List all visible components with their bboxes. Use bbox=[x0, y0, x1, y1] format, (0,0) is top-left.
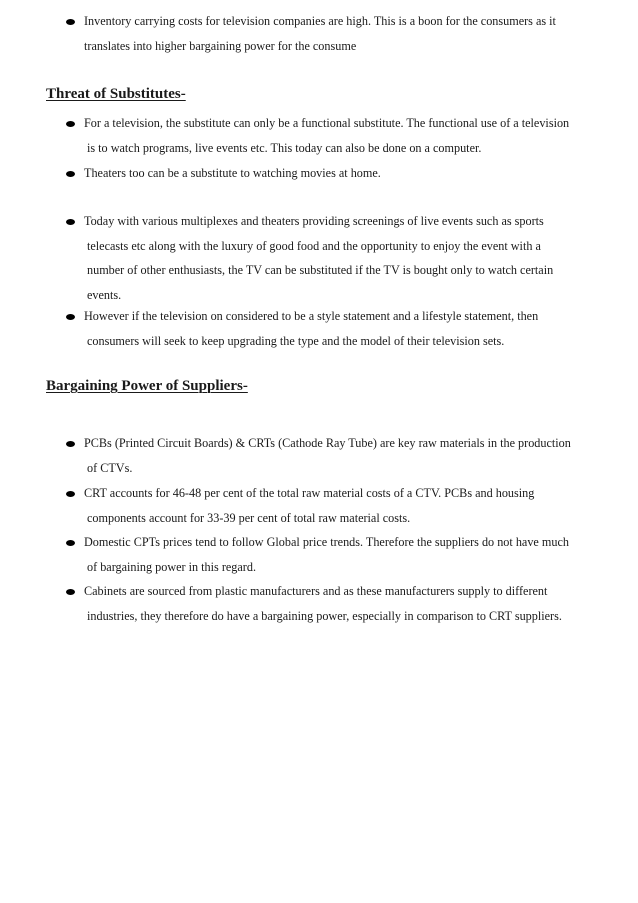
text-line: industries, they therefore do have a bargaining power, especially in comparison to CRT suppliers. bbox=[87, 608, 562, 623]
section-heading-bargaining-power-of-suppliers: Bargaining Power of Suppliers- bbox=[46, 378, 248, 394]
text-line: However if the television on considered to be a style statement and a lifestyle statement, then bbox=[84, 309, 539, 323]
text-line: number of other enthusiasts, the TV can be substituted if the TV is bought only to watch certain bbox=[87, 263, 554, 277]
bullet-text bbox=[84, 481, 614, 530]
text-line: CRT accounts for 46-48 per cent of the total raw material costs of a CTV. PCBs and housing bbox=[84, 486, 535, 500]
bullet-icon bbox=[66, 491, 75, 497]
bullet-text bbox=[84, 304, 614, 353]
text-line: PCBs (Printed Circuit Boards) & CRTs (Cathode Ray Tube) are key raw materials in the production bbox=[84, 436, 571, 450]
bullet-icon bbox=[66, 441, 75, 447]
bullet-text bbox=[84, 209, 614, 307]
section-heading-threat-of-substitutes: Threat of Substitutes- bbox=[46, 86, 186, 102]
text-line: For a television, the substitute can only be a functional substitute. The functional use of a television bbox=[84, 116, 570, 130]
bullet-icon bbox=[66, 171, 75, 177]
bullet-text bbox=[84, 111, 614, 160]
text-line: Today with various multiplexes and theaters providing screenings of live events such as sports bbox=[84, 214, 544, 228]
text-line: Domestic CPTs prices tend to follow Global price trends. Therefore the suppliers do not have much bbox=[84, 535, 569, 549]
bullet-icon bbox=[66, 314, 75, 320]
text-line: components account for 33-39 per cent of total raw material costs. bbox=[87, 510, 411, 525]
text-line: events. bbox=[87, 287, 122, 302]
text-line: consumers will seek to keep upgrading the type and the model of their television sets. bbox=[87, 333, 505, 348]
bullet-text bbox=[84, 579, 614, 628]
bullet-text bbox=[84, 530, 614, 579]
bullet-icon bbox=[66, 121, 75, 127]
bullet-text bbox=[84, 9, 614, 58]
text-line: is to watch programs, live events etc. This today can also be done on a computer. bbox=[87, 140, 482, 155]
bullet-text bbox=[84, 431, 614, 480]
text-line: Inventory carrying costs for television companies are high. This is a boon for the consumers as it bbox=[84, 14, 556, 28]
text-line: of bargaining power in this regard. bbox=[87, 559, 257, 574]
text-line: translates into higher bargaining power for the consume bbox=[84, 38, 357, 53]
bullet-text bbox=[84, 161, 614, 186]
bullet-icon bbox=[66, 540, 75, 546]
text-line: of CTVs. bbox=[87, 460, 133, 475]
bullet-icon bbox=[66, 219, 75, 225]
text-line: telecasts etc along with the luxury of good food and the opportunity to enjoy the event with a bbox=[87, 238, 541, 253]
bullet-icon bbox=[66, 19, 75, 25]
text-line: Theaters too can be a substitute to watching movies at home. bbox=[84, 166, 381, 180]
text-line: Cabinets are sourced from plastic manufacturers and as these manufacturers supply to different bbox=[84, 584, 548, 598]
bullet-icon bbox=[66, 589, 75, 595]
